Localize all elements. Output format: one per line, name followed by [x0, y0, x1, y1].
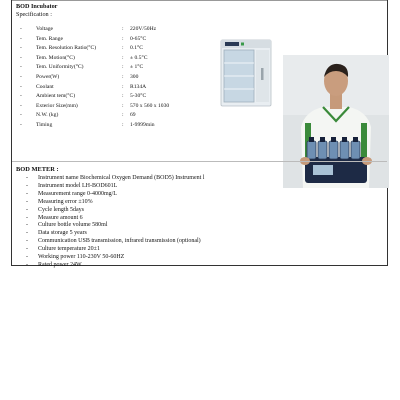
spec-colon: : — [122, 64, 124, 71]
bullet-dash: - — [26, 254, 28, 261]
spec-row — [20, 83, 169, 93]
list-item — [26, 238, 204, 246]
bod-meter-title: BOD METER : — [16, 166, 59, 173]
spec-value: 0.1°C — [130, 45, 143, 52]
spec-value: 220V/50Hz — [130, 26, 157, 32]
spec-row — [20, 111, 169, 121]
list-item — [26, 175, 204, 183]
spec-heading: Specification : — [16, 10, 52, 18]
bullet-dash: - — [26, 246, 28, 253]
list-item-text: Instrument name Biochemical Oxygen Demand (BOD5) Instrument l — [38, 175, 205, 181]
spec-label: Timing — [36, 121, 53, 128]
spec-row — [20, 102, 169, 112]
bullet-dash: - — [26, 198, 28, 205]
spec-row — [20, 44, 169, 54]
list-item-text: Working power 110-230V 50-60HZ — [38, 254, 125, 261]
list-item-text: Measurement range 0-4000mg/L — [38, 190, 117, 197]
list-item — [26, 207, 204, 215]
list-item — [26, 254, 204, 262]
incubator-header — [16, 3, 57, 18]
bullet-dash: - — [20, 93, 22, 100]
spec-row — [20, 35, 169, 45]
bullet-dash: - — [20, 45, 22, 52]
list-item — [26, 246, 204, 254]
spec-label: Tem. Motion(°C) — [36, 54, 75, 61]
list-item — [26, 199, 204, 207]
spec-value: R134A — [130, 83, 147, 90]
top-border — [12, 0, 387, 1]
spec-colon: : — [122, 112, 124, 119]
bod-meter-list — [26, 175, 204, 270]
spec-label: Tem. Range — [36, 35, 63, 42]
bullet-dash: - — [20, 112, 22, 119]
bullet-dash: - — [20, 102, 22, 109]
list-item — [26, 222, 204, 230]
spec-value: 570 x 560 x 1030 — [130, 102, 170, 109]
spec-colon: : — [122, 45, 124, 52]
list-item-text: Instrument model LH-BOD601L — [38, 182, 118, 189]
spec-label: Exterior Size(mm) — [36, 102, 78, 109]
spec-label: Voltage — [36, 26, 53, 32]
spec-row — [20, 73, 169, 83]
spec-value: ± 0.5°C — [130, 54, 148, 61]
spec-colon: : — [122, 35, 124, 42]
bullet-dash: - — [20, 26, 22, 32]
spec-value: 69 — [130, 112, 136, 119]
spec-row — [20, 63, 169, 73]
incubator-image — [217, 38, 275, 108]
list-item-text: Communication USB transmission, infrared transmission (optional) — [38, 238, 201, 245]
bullet-dash: - — [20, 64, 22, 71]
spec-row — [20, 54, 169, 64]
spec-label: Coolant — [36, 83, 54, 90]
list-item-text: Measuring error ±10% — [38, 198, 93, 205]
document-table-cell — [11, 0, 388, 266]
spec-colon: : — [122, 93, 124, 100]
spec-value: 5-30°C — [130, 93, 147, 100]
list-item — [26, 215, 204, 223]
list-item-text: Cycle length 5days — [38, 206, 84, 213]
bullet-dash: - — [26, 190, 28, 197]
incubator-title: BOD Incubator — [16, 3, 58, 10]
spec-colon: : — [122, 26, 124, 32]
spec-value: 300 — [130, 73, 139, 80]
bullet-dash: - — [20, 83, 22, 90]
bullet-dash: - — [26, 206, 28, 213]
spec-row — [20, 25, 169, 35]
bullet-dash: - — [26, 214, 28, 221]
list-item-text: Measure amount 6 — [38, 214, 83, 221]
bullet-dash: - — [20, 35, 22, 42]
spec-row — [20, 92, 169, 102]
technician-photo — [283, 55, 389, 188]
list-item-text: Data storage 5 years — [38, 230, 87, 237]
spec-value: ± 1°C — [130, 64, 144, 71]
list-item-text: Rated power 24W — [38, 261, 82, 268]
bullet-dash: - — [20, 73, 22, 80]
bullet-dash: - — [20, 121, 22, 128]
incubator-spec-list — [20, 25, 169, 131]
spec-colon: : — [122, 54, 124, 61]
bullet-dash: - — [26, 222, 28, 229]
spec-colon: : — [122, 83, 124, 90]
list-item — [26, 183, 204, 191]
bullet-dash: - — [26, 182, 28, 189]
spec-label: Tem. Resolution Ratio(°C) — [36, 45, 97, 52]
list-item — [26, 262, 204, 270]
spec-label: Power(W) — [36, 73, 60, 80]
bullet-dash: - — [26, 175, 28, 181]
spec-label: N.W. (kg) — [36, 112, 59, 119]
list-item-text: Culture bottle volume 580ml — [38, 222, 108, 229]
bullet-dash: - — [26, 261, 28, 268]
spec-colon: : — [122, 73, 124, 80]
spec-colon: : — [122, 102, 124, 109]
bullet-dash: - — [20, 54, 22, 61]
spec-value: 0-65°C — [130, 35, 147, 42]
list-item-text: Culture temperature 20±1 — [38, 246, 100, 253]
spec-label: Ambient tem(°C) — [36, 93, 76, 100]
spec-colon: : — [122, 121, 124, 128]
spec-value: 1-9999min — [130, 121, 155, 128]
section-divider — [12, 161, 387, 162]
bullet-dash: - — [26, 230, 28, 237]
list-item — [26, 191, 204, 199]
spec-label: Tem. Uniformity(°C) — [36, 64, 84, 71]
bullet-dash: - — [26, 238, 28, 245]
spec-row — [20, 121, 169, 131]
